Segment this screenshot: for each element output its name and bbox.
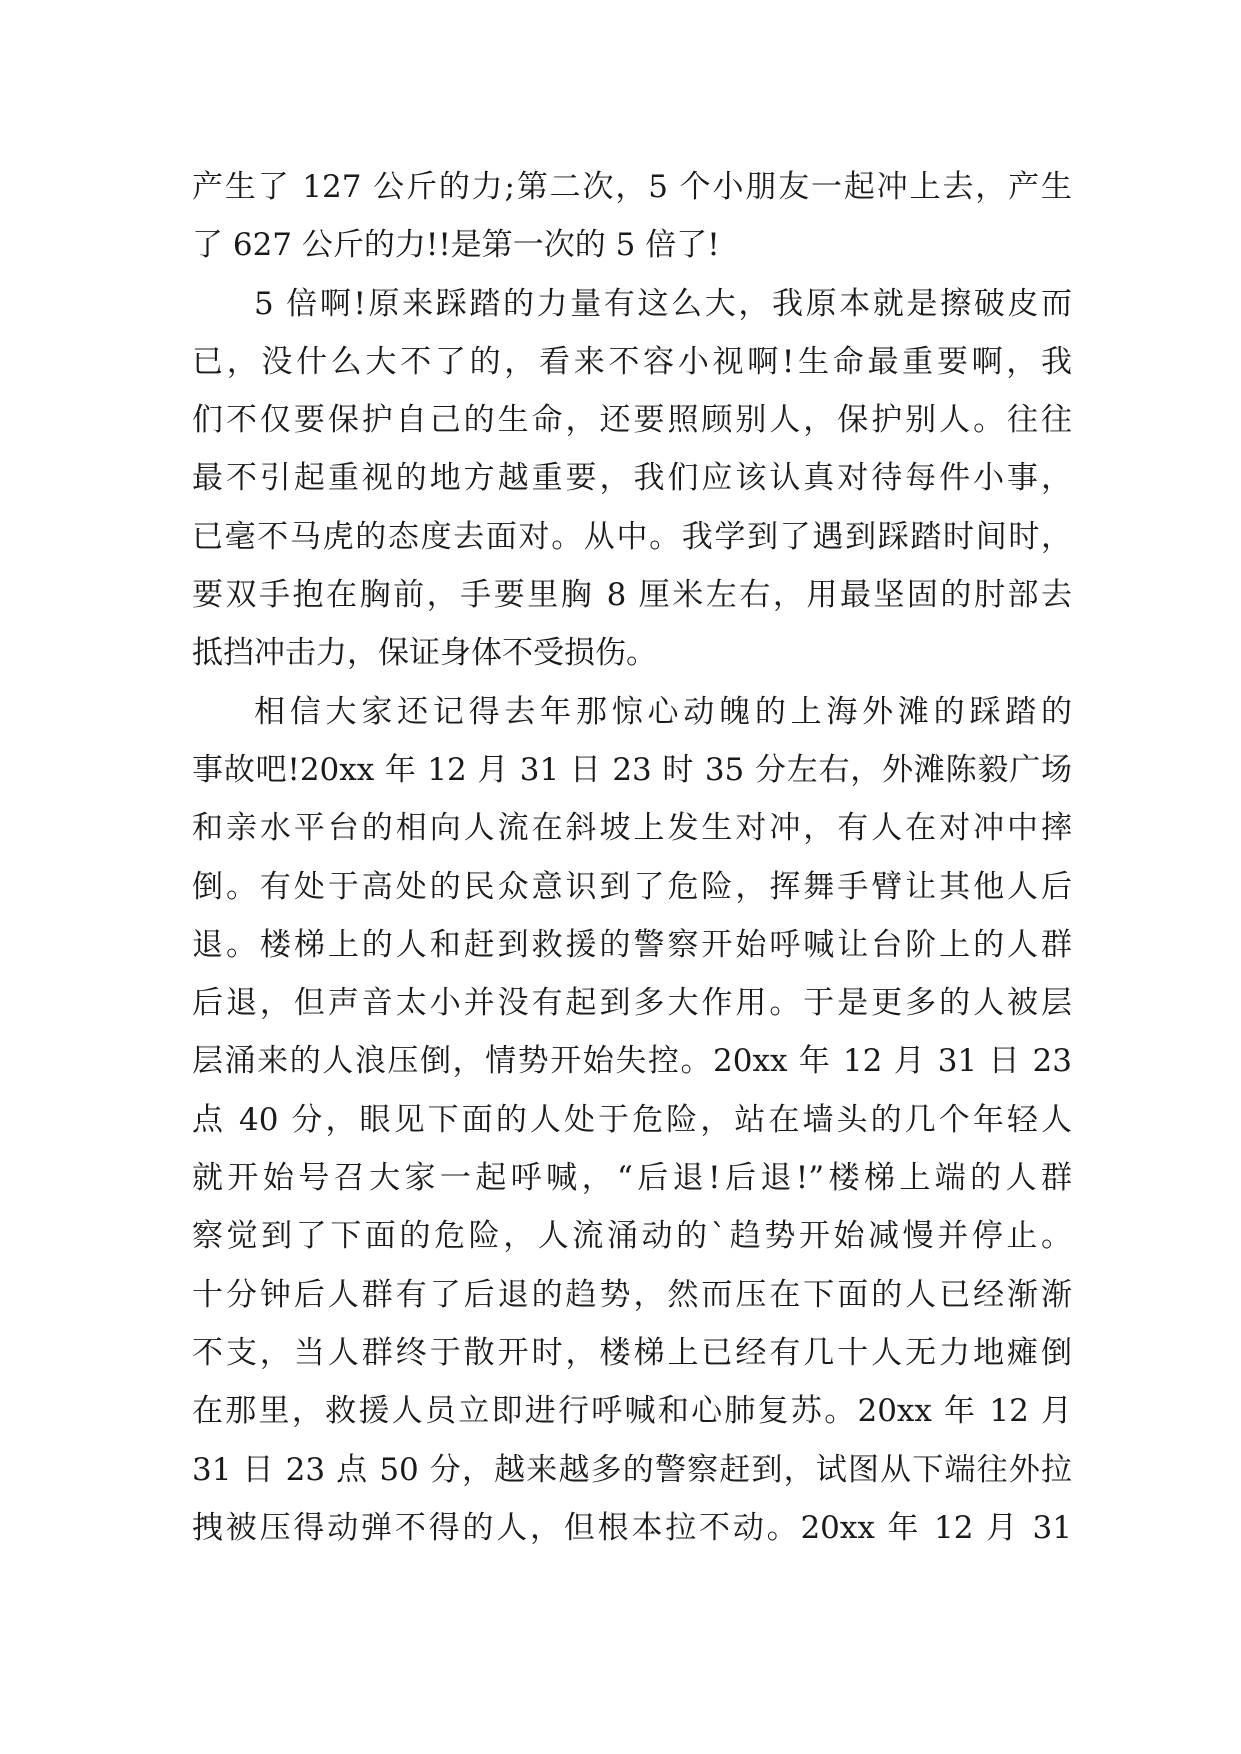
text-line: 31 日 23 点 50 分，越来越多的警察赶到，试图从下端往外拉 <box>192 1451 1072 1488</box>
text-line: 层涌来的人浪压倒，情势开始失控。20xx 年 12 月 31 日 23 <box>192 1043 1072 1080</box>
text-line: 们不仅要保护自己的生命，还要照顾别人，保护别人。往往 <box>192 402 1072 439</box>
paragraph <box>192 158 1072 275</box>
text-line: 已，没什么大不了的，看来不容小视啊!生命最重要啊，我 <box>192 343 1072 380</box>
text-line: 最不引起重视的地方越重要，我们应该认真对待每件小事， <box>192 460 1072 497</box>
text-line: 已毫不马虎的态度去面对。从中。我学到了遇到踩踏时间时， <box>192 518 1072 555</box>
text-line: 和亲水平台的相向人流在斜坡上发生对冲，有人在对冲中摔 <box>192 810 1072 847</box>
text-line: 要双手抱在胸前，手要里胸 8 厘米左右，用最坚固的肘部去 <box>192 577 1072 614</box>
paragraph <box>192 683 1072 1557</box>
text-line: 不支，当人群终于散开时，楼梯上已经有几十人无力地瘫倒 <box>192 1334 1072 1371</box>
document-body <box>192 158 1072 1557</box>
text-line: 了 627 公斤的力!!是第一次的 5 倍了! <box>192 227 720 264</box>
text-line: 后退，但声音太小并没有起到多大作用。于是更多的人被层 <box>192 985 1072 1022</box>
text-line: 退。楼梯上的人和赶到救援的警察开始呼喊让台阶上的人群 <box>192 926 1072 963</box>
text-line: 拽被压得动弹不得的人，但根本拉不动。20xx 年 12 月 31 <box>192 1509 1072 1546</box>
text-line: 在那里，救援人员立即进行呼喊和心肺复苏。20xx 年 12 月 <box>192 1393 1072 1430</box>
text-line: 产生了 127 公斤的力;第二次，5 个小朋友一起冲上去，产生 <box>192 169 1072 205</box>
text-line: 事故吧!20xx 年 12 月 31 日 23 时 35 分左右，外滩陈毅广场 <box>192 751 1072 788</box>
text-line: 5 倍啊!原来踩踏的力量有这么大，我原本就是擦破皮而 <box>254 285 1072 322</box>
text-line: 相信大家还记得去年那惊心动魄的上海外滩的踩踏的 <box>254 693 1072 730</box>
paragraph <box>192 275 1072 683</box>
text-line: 察觉到了下面的危险，人流涌动的`趋势开始减慢并停止。 <box>192 1218 1072 1255</box>
text-line: 点 40 分，眼见下面的人处于危险，站在墙头的几个年轻人 <box>192 1101 1072 1138</box>
text-line: 十分钟后人群有了后退的趋势，然而压在下面的人已经渐渐 <box>192 1276 1072 1313</box>
text-line: 就开始号召大家一起呼喊，“后退!后退!”楼梯上端的人群 <box>192 1160 1072 1197</box>
text-line: 倒。有处于高处的民众意识到了危险，挥舞手臂让其他人后 <box>192 868 1072 905</box>
text-line: 抵挡冲击力，保证身体不受损伤。 <box>192 635 657 672</box>
